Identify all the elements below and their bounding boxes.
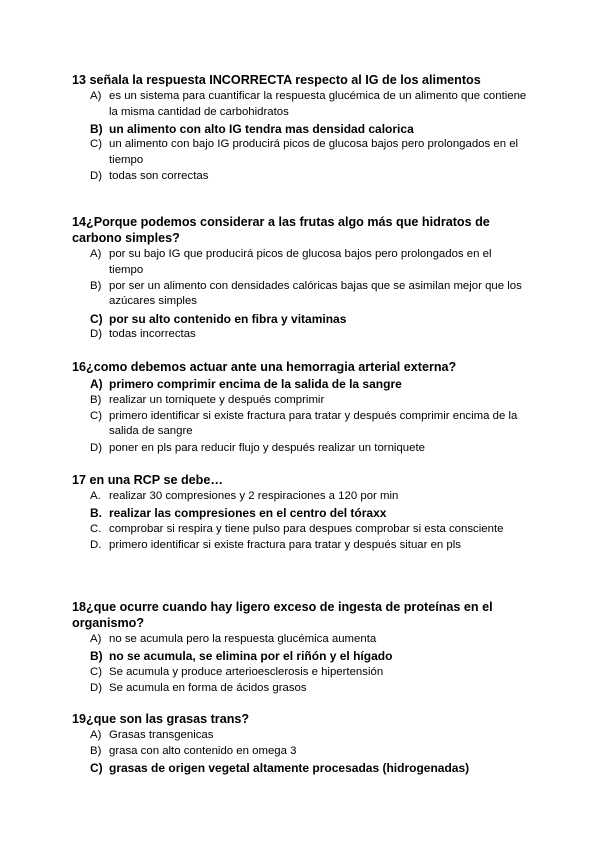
option-text: por su alto contenido en fibra y vitaminas xyxy=(109,311,347,326)
option-a xyxy=(72,89,528,120)
option-letter: A) xyxy=(90,729,102,741)
option-a xyxy=(72,247,528,278)
question-title: 14¿Porque podemos considerar a las frutas algo más que hidratos de carbono simples? xyxy=(72,215,490,245)
option-text: no se acumula, se elimina por el riñón y el hígado xyxy=(109,649,393,664)
option-d xyxy=(72,681,528,697)
option-letter: B) xyxy=(90,393,102,406)
option-b-correct xyxy=(72,505,528,521)
option-text: Se acumula y produce arterioesclerosis e hipertensión xyxy=(109,665,384,678)
option-b xyxy=(72,279,528,310)
option-text: es un sistema para cuantificar la respuesta glucémica de un alimento que contiene la misma cantidad de carbohidratos xyxy=(109,90,527,118)
option-text: comprobar si respira y tiene pulso para despues comprobar si esta consciente xyxy=(109,522,504,535)
option-c xyxy=(72,137,528,168)
option-letter: A) xyxy=(90,248,102,260)
question-13 xyxy=(72,72,528,185)
option-b xyxy=(72,744,528,760)
option-text: realizar 30 compresiones y 2 respiraciones a 120 por min xyxy=(109,490,399,502)
option-text: por su bajo IG que producirá picos de glucosa bajos pero prolongados en el tiempo xyxy=(109,248,492,276)
option-b xyxy=(72,393,528,409)
option-letter: D. xyxy=(90,538,102,551)
option-c xyxy=(72,522,528,538)
option-c-correct xyxy=(72,760,528,776)
option-letter: C) xyxy=(90,311,103,326)
option-letter: D) xyxy=(90,681,103,694)
option-letter: C) xyxy=(90,409,103,422)
option-letter: D) xyxy=(90,170,103,183)
question-19 xyxy=(72,711,528,777)
option-text: no se acumula pero la respuesta glucémica aumenta xyxy=(109,633,377,645)
option-a xyxy=(72,728,528,744)
question-16 xyxy=(72,359,528,457)
option-d xyxy=(72,327,528,343)
question-18 xyxy=(72,599,528,697)
option-text: poner en pls para reducir flujo y después realizar un torniquete xyxy=(109,441,425,454)
option-text: por ser un alimento con densidades calóricas bajas que se asimilan mejor que los azúcares simples xyxy=(109,279,522,308)
option-d xyxy=(72,169,528,185)
option-c xyxy=(72,665,528,681)
option-text: Grasas transgenicas xyxy=(109,729,214,741)
option-letter: C. xyxy=(90,522,102,535)
option-letter: B. xyxy=(90,506,102,521)
option-c-correct xyxy=(72,311,528,327)
question-title: 18¿que ocurre cuando hay ligero exceso de ingesta de proteínas en el organismo? xyxy=(72,600,493,630)
option-letter: C) xyxy=(90,665,103,678)
option-letter: C) xyxy=(90,761,103,776)
question-17 xyxy=(72,472,528,554)
option-letter: A) xyxy=(90,90,102,102)
option-a xyxy=(72,489,528,505)
question-title: 13 señala la respuesta INCORRECTA respecto al IG de los alimentos xyxy=(72,73,481,87)
option-letter: A. xyxy=(90,490,101,502)
option-a-correct xyxy=(72,376,528,392)
option-b-correct xyxy=(72,121,528,137)
option-letter: A) xyxy=(90,633,102,645)
option-letter: B) xyxy=(90,649,103,664)
option-b-correct xyxy=(72,648,528,664)
option-c xyxy=(72,409,528,440)
option-text: primero identificar si existe fractura para tratar y después comprimir encima de la salida de sangre xyxy=(109,409,518,438)
option-letter: B) xyxy=(90,745,102,758)
option-text: un alimento con bajo IG producirá picos de glucosa bajos pero prolongados en el tiempo xyxy=(109,138,519,166)
option-text: todas incorrectas xyxy=(109,328,196,341)
option-letter: D) xyxy=(90,328,103,341)
option-a xyxy=(72,632,528,648)
option-d xyxy=(72,538,528,554)
question-title: 16¿como debemos actuar ante una hemorragia arterial externa? xyxy=(72,360,457,374)
option-text: grasa con alto contenido en omega 3 xyxy=(109,745,297,758)
option-letter: B) xyxy=(90,279,102,292)
option-text: primero comprimir encima de la salida de la sangre xyxy=(109,377,402,391)
option-letter: D) xyxy=(90,441,103,454)
option-text: primero identificar si existe fractura para tratar y después situar en pls xyxy=(109,538,461,551)
option-text: realizar las compresiones en el centro del tóraxx xyxy=(109,506,387,521)
option-text: un alimento con alto IG tendra mas densidad calorica xyxy=(109,121,414,136)
option-text: Se acumula en forma de ácidos grasos xyxy=(109,681,307,694)
option-letter: B) xyxy=(90,121,103,136)
option-text: grasas de origen vegetal altamente procesadas (hidrogenadas) xyxy=(109,761,470,776)
question-14 xyxy=(72,214,528,343)
option-letter: A) xyxy=(90,377,103,391)
question-title: 17 en una RCP se debe… xyxy=(72,473,223,487)
question-title: 19¿que son las grasas trans? xyxy=(72,712,250,726)
option-text: realizar un torniquete y después comprimir xyxy=(109,393,325,406)
option-d xyxy=(72,441,528,457)
option-letter: C) xyxy=(90,138,103,151)
option-text: todas son correctas xyxy=(109,170,209,183)
